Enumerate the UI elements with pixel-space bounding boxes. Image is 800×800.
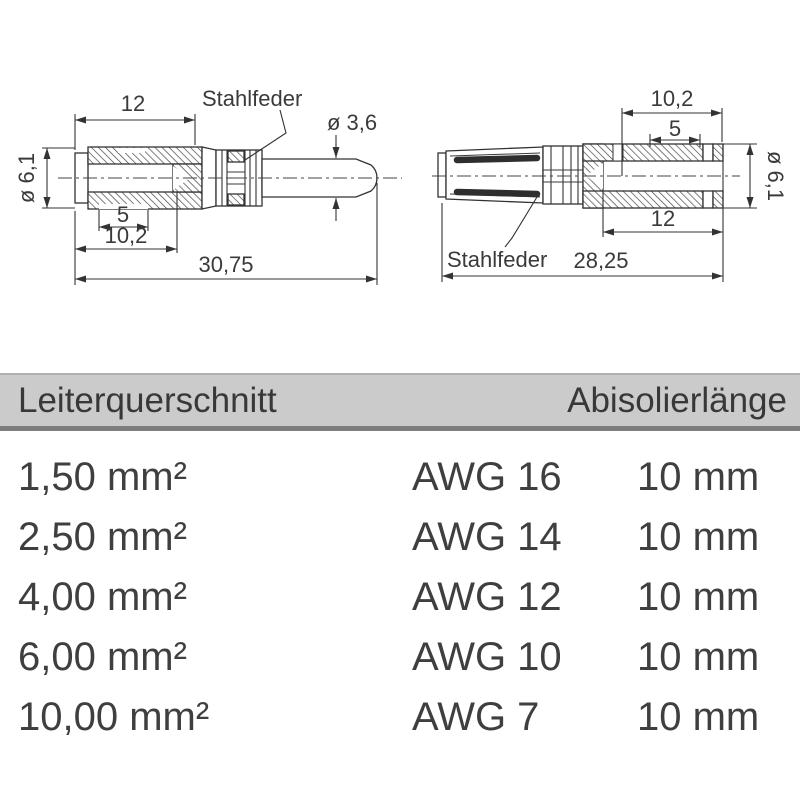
cell-cross-section: 2,50 mm² bbox=[18, 514, 187, 559]
female-dim-overall-length-label: 28,25 bbox=[573, 248, 629, 273]
table-row bbox=[0, 507, 800, 567]
male-spring-label bbox=[202, 86, 302, 160]
female-spring-section bbox=[438, 146, 583, 204]
female-contact-drawing bbox=[432, 86, 788, 282]
cell-awg: AWG 12 bbox=[412, 574, 562, 619]
male-dim-sleeve-length bbox=[75, 91, 195, 150]
cell-cross-section: 6,00 mm² bbox=[18, 634, 187, 679]
table-header-bar bbox=[0, 375, 800, 426]
female-dim-body-diameter-label: ø 6,1 bbox=[763, 150, 788, 202]
cell-awg: AWG 14 bbox=[412, 514, 562, 559]
male-contact-drawing bbox=[14, 86, 402, 285]
male-dim-overall-length-label: 30,75 bbox=[198, 252, 254, 277]
cell-cross-section: 4,00 mm² bbox=[18, 574, 187, 619]
table-row bbox=[0, 447, 800, 507]
table-header-strip-length: Abisolierlänge bbox=[567, 380, 787, 420]
table-header-bottom-rule bbox=[0, 426, 800, 431]
cell-awg: AWG 10 bbox=[412, 634, 562, 679]
male-dim-crimp-length-label: 10,2 bbox=[104, 223, 148, 248]
cell-strip-length: 10 mm bbox=[637, 694, 760, 739]
male-dim-pin-diameter-label: ø 3,6 bbox=[327, 110, 378, 135]
cell-cross-section: 10,00 mm² bbox=[18, 694, 210, 739]
male-dim-groove-label: 5 bbox=[116, 202, 130, 227]
spec-table-body bbox=[0, 447, 800, 747]
cell-cross-section: 1,50 mm² bbox=[18, 454, 187, 499]
cell-awg: AWG 16 bbox=[412, 454, 562, 499]
male-dim-sleeve-length-label: 12 bbox=[120, 91, 146, 116]
male-dim-body-diameter-label: ø 6,1 bbox=[14, 152, 39, 204]
cell-strip-length: 10 mm bbox=[637, 574, 760, 619]
table-row bbox=[0, 627, 800, 687]
male-spring-label-text: Stahlfeder bbox=[202, 86, 303, 111]
cell-strip-length: 10 mm bbox=[637, 514, 760, 559]
female-dim-detent-label: 5 bbox=[668, 116, 682, 141]
female-spring-label bbox=[447, 197, 547, 272]
female-dim-detent bbox=[650, 116, 700, 147]
female-dim-sleeve-length-label: 12 bbox=[650, 206, 676, 231]
female-spring-label-text: Stahlfeder bbox=[447, 247, 548, 272]
contact-drawings bbox=[0, 0, 800, 370]
cell-awg: AWG 7 bbox=[412, 694, 540, 739]
table-header-cross-section: Leiterquerschnitt bbox=[18, 380, 277, 420]
cell-strip-length: 10 mm bbox=[637, 634, 760, 679]
table-row bbox=[0, 687, 800, 747]
female-dim-bore-depth-label: 10,2 bbox=[650, 86, 694, 111]
cell-strip-length: 10 mm bbox=[637, 454, 760, 499]
table-row bbox=[0, 567, 800, 627]
